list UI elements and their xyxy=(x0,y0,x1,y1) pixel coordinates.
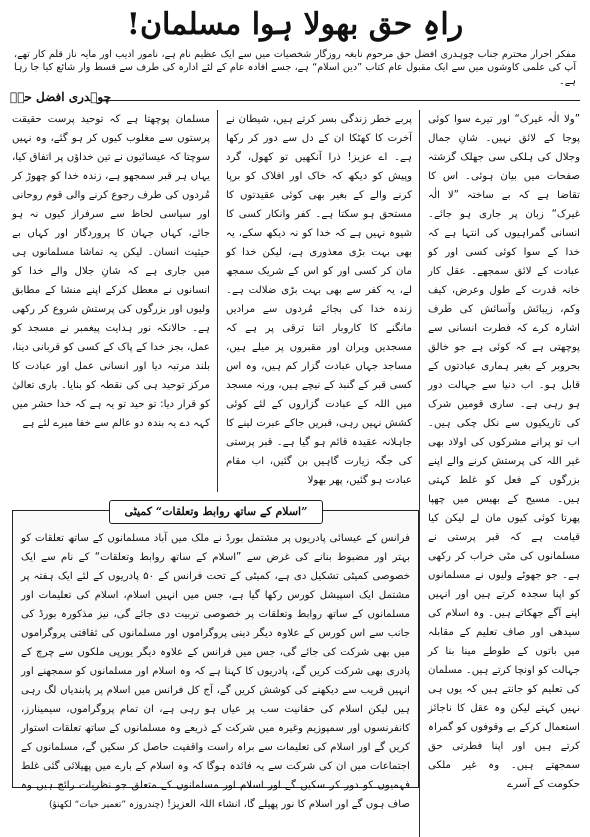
column-left-text: مسلمان پوچھتا ہے کہ توحید پرست حقیقت پرستوں سے مغلوب کیوں کر ہو گئے، وہ نہیں سوچتا کہ عیسائیوں نے تین خداؤں پر اتفاق کیا، یہاں ہر قبر سمجھو ہے، زندہ خدا کو چھوڑ کر مُردوں کی طرف رجوع کرنے والی قوم روحانی اور سیاسی لحاظ سے سرفراز کیوں نہ ہو جائے، کہاں جہان کا پروردگار اور کہاں بے حیثیت انسان۔ لیکن یہ تماشا مسلمانوں ہی میں جاری ہے کہ شانِ جلال والے خدا کو انسانوں نے معطل کرکے اپنے منشا کے مطابق ولیوں اور بزرگوں کی پرستش شروع کر رکھی ہے۔ حالانکہ نور ہدایت پیغمبر نے مسجد کو عمل، بجز خدا کے پاک کے کسی کو قربانی دینا، بلند مرتبہ دیا اور انسانی عمل اور عبادت کا مرکز توحید ہی کی نقطہ کو بنایا۔ باری تعالیٰ کو قرار دیا: تو حید تو یہ ہے کہ خدا حشر میں کہہ دے یہ بندہ دو عالم سے خفا میرے لئے ہے xyxy=(12,114,210,429)
author-byline: چوہدری افضل حقؒ xyxy=(10,90,112,104)
column-middle xyxy=(217,110,412,492)
news-box-source: (چندروزہ ”تعمیر حیات“ لکھنؤ) xyxy=(49,800,164,810)
column-left xyxy=(12,110,210,492)
column-right-text: ”ولا الٰہ غیرک“ اور تیرے سوا کوئی پوجا کے لائق نہیں۔ شانِ جمال وجلال کی ہلکی سی جھلک گزشتہ صفحات میں بیان ہوئی۔ اس کا تقاضا ہے کہ بے ساختہ ”لا الٰہ غیرک“ زبان پر جاری ہو جائے۔ انسانی گمراہیوں کی انتہا ہے کہ خدا کے سوا کوئی کسی اور کو عبادت کے لائق سمجھے۔ عقل کار خانہ قدرت کے طول وعرض، کیف وکم، زیبائش وآسائش کی طرف اشارہ کرے کہ فطرت انسانی سے پوچھتی ہے کہ کوئی ہے جو خالق بحروبر کے بغیر ہماری عبادتوں کے قابل ہو۔ اب دنیا سے جہالت دور ہو رہی ہے۔ ساری قومیں شرک کی تاریکیوں سے نکل چکی ہیں۔ اب تو پرانے مشرکوں کی اولاد بھی غیر اللہ کی پرستش کرنے والے اپنے بزرگوں کے فعل کو غلط کہتی ہیں۔ مسیح کے بھیس میں چھپا پھرتا کوئی کیوں مان لے لیکن کیا قیامت ہے کہ قبر پرستی نے مسلمانوں کی مٹی خراب کر رکھی ہے۔ جو جھوٹے ولیوں نے مسلمانوں کو اپنا سجدہ کرتے ہیں اور انہیں اپنے آگے جھکاتے ہیں۔ وہ اسلام کی سیدھی اور صاف تعلیم کے مقابلہ میں باتوں کے طوطے مینا بنا کر جہالت کو اونچا کرتے ہیں۔ مسلمان کی تعلیم کو جانتے ہیں کہ یوں ہی نہیں کہتے لیکن وہ عقل کا ناجائز استعمال کرکے بے وقوفوں کو گمراہ کرتے ہیں اور اپنا فطرتی حق سمجھتے ہیں۔ وہ غیر ملکی حکومت کے آسرے xyxy=(428,114,580,790)
byline-row xyxy=(10,88,580,108)
news-box-title: ”اسلام کے ساتھ روابط وتعلقات“ کمیٹی xyxy=(109,500,323,524)
news-box-body xyxy=(21,529,411,810)
article-intro: مفکر احرار محترم جناب چوہدری افضل حق مرحوم نابغہ روزگار شخصیات میں سے ایک عظیم نام ہے، نامور ادیب اور مایہ ناز قلم کار تھے، آپ کی علمی کاوشوں میں سے ایک مقبول عام کتاب ”دین اسلام“ ہے، جسے افادہ عام کے لئے ادارہ کی طرف سے قسط وار شائع کیا جا رہا ہے۔ xyxy=(14,49,576,87)
column-right xyxy=(419,110,580,837)
column-middle-text: پربے خطر زندگی بسر کرتے ہیں، شیطان نے آخرت کا کھٹکا ان کے دل سے دور کر رکھا ہے۔ اے عزیز! ذرا آنکھیں تو کھول، گرد وپیش کو دیکھ کہ خاک اور افلاک کو برپا کرنے والے کے بغیر بھی کوئی عقیدتوں کا مستحق ہو سکتا ہے۔ کفر وانکار کسی کا شیوہ نہیں ہے کہ خدا کو نہ دیکھ سکے، یہ بھی بہت بڑی معذوری ہے، لیکن خدا کو مان کر کسی اور کو اس کے شریک سمجھ لے، یہ کفر سے بھی بہت بڑی ضلالت ہے۔ زندہ خدا کی بجائے مُردوں سے مرادیں مانگنے کا کاروبار اتنا ترقی پر ہے کہ مسجدیں ویران اور مقبروں پر میلے ہیں، مساجد جہاں عبادت گزار کم ہیں، وہ اس کسی قبر کے گنبد کے نیچے ہیں، ورنہ مسجد میں اللہ کے عبادت گزاروں کے لئے کوئی کشش نہیں رہی، قبریں جاکے عبرت لینے کا جاہلانہ عقیدہ قائم ہو گیا ہے۔ قبر پرستی کی جگہ زیارت گاہیں بن گئیں، اب مقام عبادت ہو گئیں، پھر بھولا xyxy=(226,114,412,486)
article-headline: راہِ حق بھولا ہوا مسلمان! xyxy=(126,7,464,42)
byline-divider xyxy=(102,100,580,101)
news-box xyxy=(12,505,419,810)
news-box-text: فرانس کے عیسائی پادریوں پر مشتمل بورڈ نے ملک میں آباد مسلمانوں کے ساتھ تعلقات کو بہتر اور مضبوط بنانے کی غرض سے ”اسلام کے ساتھ روابط وتعلقات“ کے نام سے ایک خصوصی کمیٹی تشکیل دی ہے، کمیٹی کے تحت فرانس کے ۵۰ پادریوں کے لئے ایک ہفتہ پر مشتمل ایک اسپیشل کورس رکھا گیا ہے، جس میں انہیں اسلام، اسلام کی تعلیمات اور مسلمانوں کے ساتھ روابط وتعلقات پر خصوصی تربیت دی جائے گی، نیز مذکورہ بورڈ کی جانب سے اس کورس کے علاوہ دیگر دینی پروگراموں اور مسلمانوں کی ثقافتی پروگراموں میں بھی شرکت کی جائے گی، جس میں فرانس کے علاوہ دیگر یورپی ملکوں سے چرچ کے پادری بھی شرکت کریں گے، پادریوں کا کہنا ہے کہ وہ اسلام اور مسلمانوں کو سمجھنے اور انہیں قریب سے دیکھنے کی کوشش کریں گے، آج کل فرانس میں اسلام پر پابندیاں لگ رہی ہیں لیکن اسلام کی حقانیت سب پر عیاں ہو رہی ہے، ان تمام پروگراموں، سیمینارز، کانفرنسوں اور سمپوزیم وغیرہ میں شرکت کے ذریعے وہ مسلمانوں کے ساتھ تعلقات استوار کریں گے اور اسلام کی تعلیمات سے براہ راست واقفیت حاصل کر سکیں گے، مسلمانوں کے اجتماعات میں ان کی شرکت سے یہ فائدہ ہوگا کہ وہ اسلام کے بارے میں پھیلائی گئی غلط فہمیوں کو دور کر سکیں گے اور اسلام اور مسلمانوں کے متعلق جو نظریات رائج ہیں وہ صاف ہوں گے اور اسلام کا نور پھیلے گا، انشاء اللہ العزیز! xyxy=(21,533,411,810)
